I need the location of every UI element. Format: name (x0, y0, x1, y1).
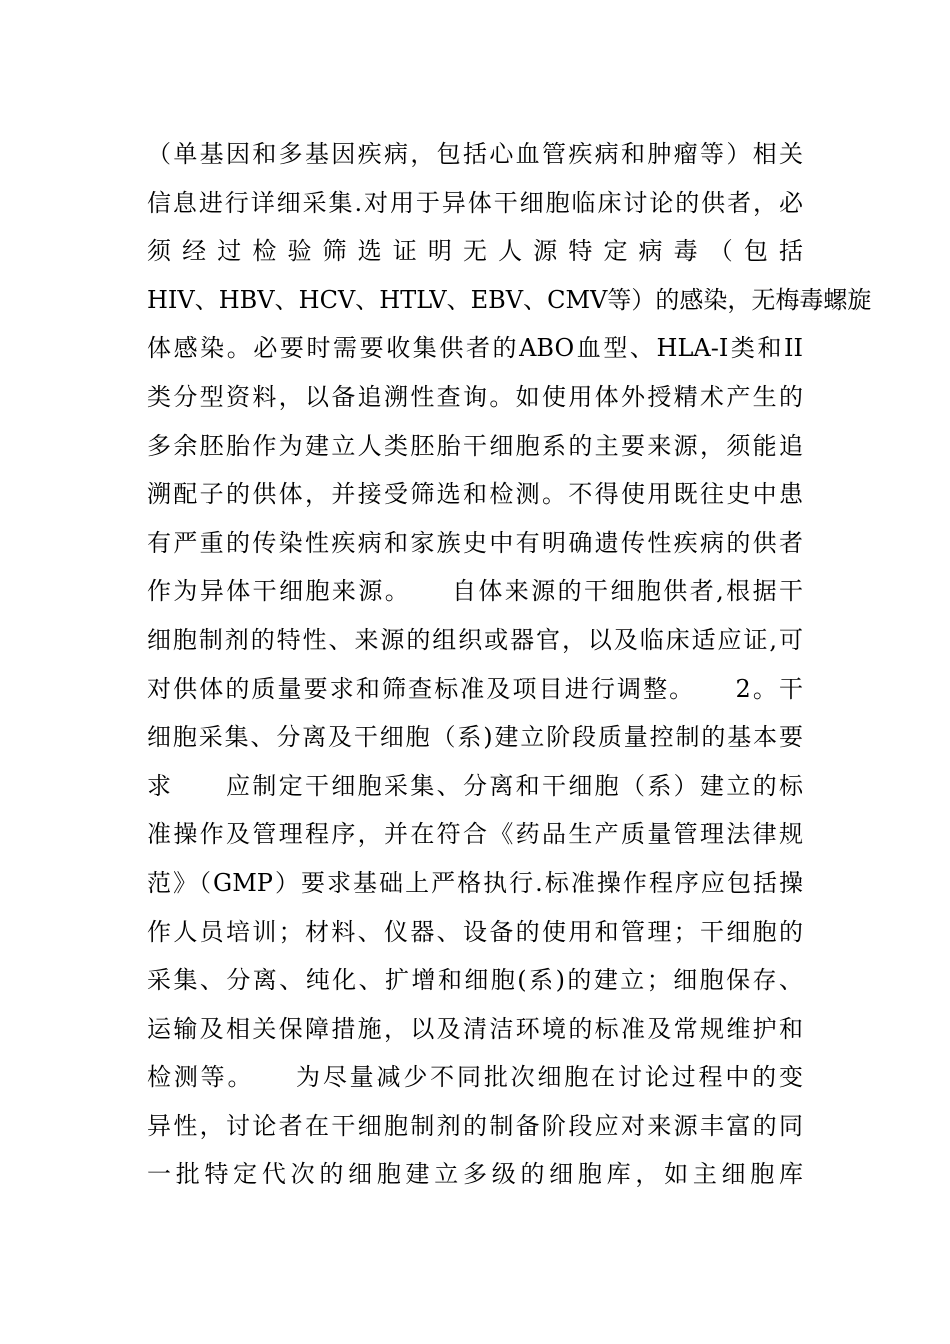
text-line: 作人员培训；材料、仪器、设备的使用和管理；干细胞的 (147, 917, 803, 946)
text-line: 采集、分离、纯化、扩增和细胞(系)的建立；细胞保存、 (147, 966, 803, 995)
text-line: （单基因和多基因疾病，包括心血管疾病和肿瘤等）相关 (147, 140, 803, 168)
text-line: 细胞制剂的特性、来源的组织或器官，以及临床适应证,可 (147, 625, 803, 654)
text-line: HIV、HBV、HCV、HTLV、EBV、CMV等）的感染，无梅毒螺旋 (147, 285, 872, 314)
body-paragraph (147, 130, 872, 1199)
text-line: 范》（GMP）要求基础上严格执行.标准操作程序应包括操 (147, 868, 803, 897)
text-line: 检测等。 为尽量减少不同批次细胞在讨论过程中的变 (147, 1063, 803, 1092)
text-line: 信息进行详细采集.对用于异体干细胞临床讨论的供者，必 (147, 188, 803, 217)
text-line: 有严重的传染性疾病和家族史中有明确遗传性疾病的供者 (147, 528, 803, 557)
text-line: 异性，讨论者在干细胞制剂的制备阶段应对来源丰富的同 (147, 1111, 803, 1140)
text-line: 溯配子的供体，并接受筛选和检测。不得使用既往史中患 (147, 480, 803, 509)
text-line: 体感染。必要时需要收集供者的ABO血型、HLA-I类和II (147, 334, 803, 363)
text-line: 运输及相关保障措施，以及清洁环境的标准及常规维护和 (147, 1014, 803, 1043)
text-line: 一批特定代次的细胞建立多级的细胞库，如主细胞库 (147, 1160, 803, 1189)
text-line: 求 应制定干细胞采集、分离和干细胞（系）建立的标 (147, 771, 803, 800)
text-line: 准操作及管理程序，并在符合《药品生产质量管理法律规 (147, 820, 803, 849)
text-line: 作为异体干细胞来源。 自体来源的干细胞供者,根据干 (147, 577, 803, 606)
text-line: 多余胚胎作为建立人类胚胎干细胞系的主要来源，须能追 (147, 431, 803, 460)
text-line: 须经过检验筛选证明无人源特定病毒（包括 (147, 237, 803, 266)
text-line: 细胞采集、分离及干细胞（系)建立阶段质量控制的基本要 (147, 723, 803, 752)
text-line: 对供体的质量要求和筛查标准及项目进行调整。 2。干 (147, 674, 803, 703)
text-line: 类分型资料，以备追溯性查询。如使用体外授精术产生的 (147, 382, 803, 411)
